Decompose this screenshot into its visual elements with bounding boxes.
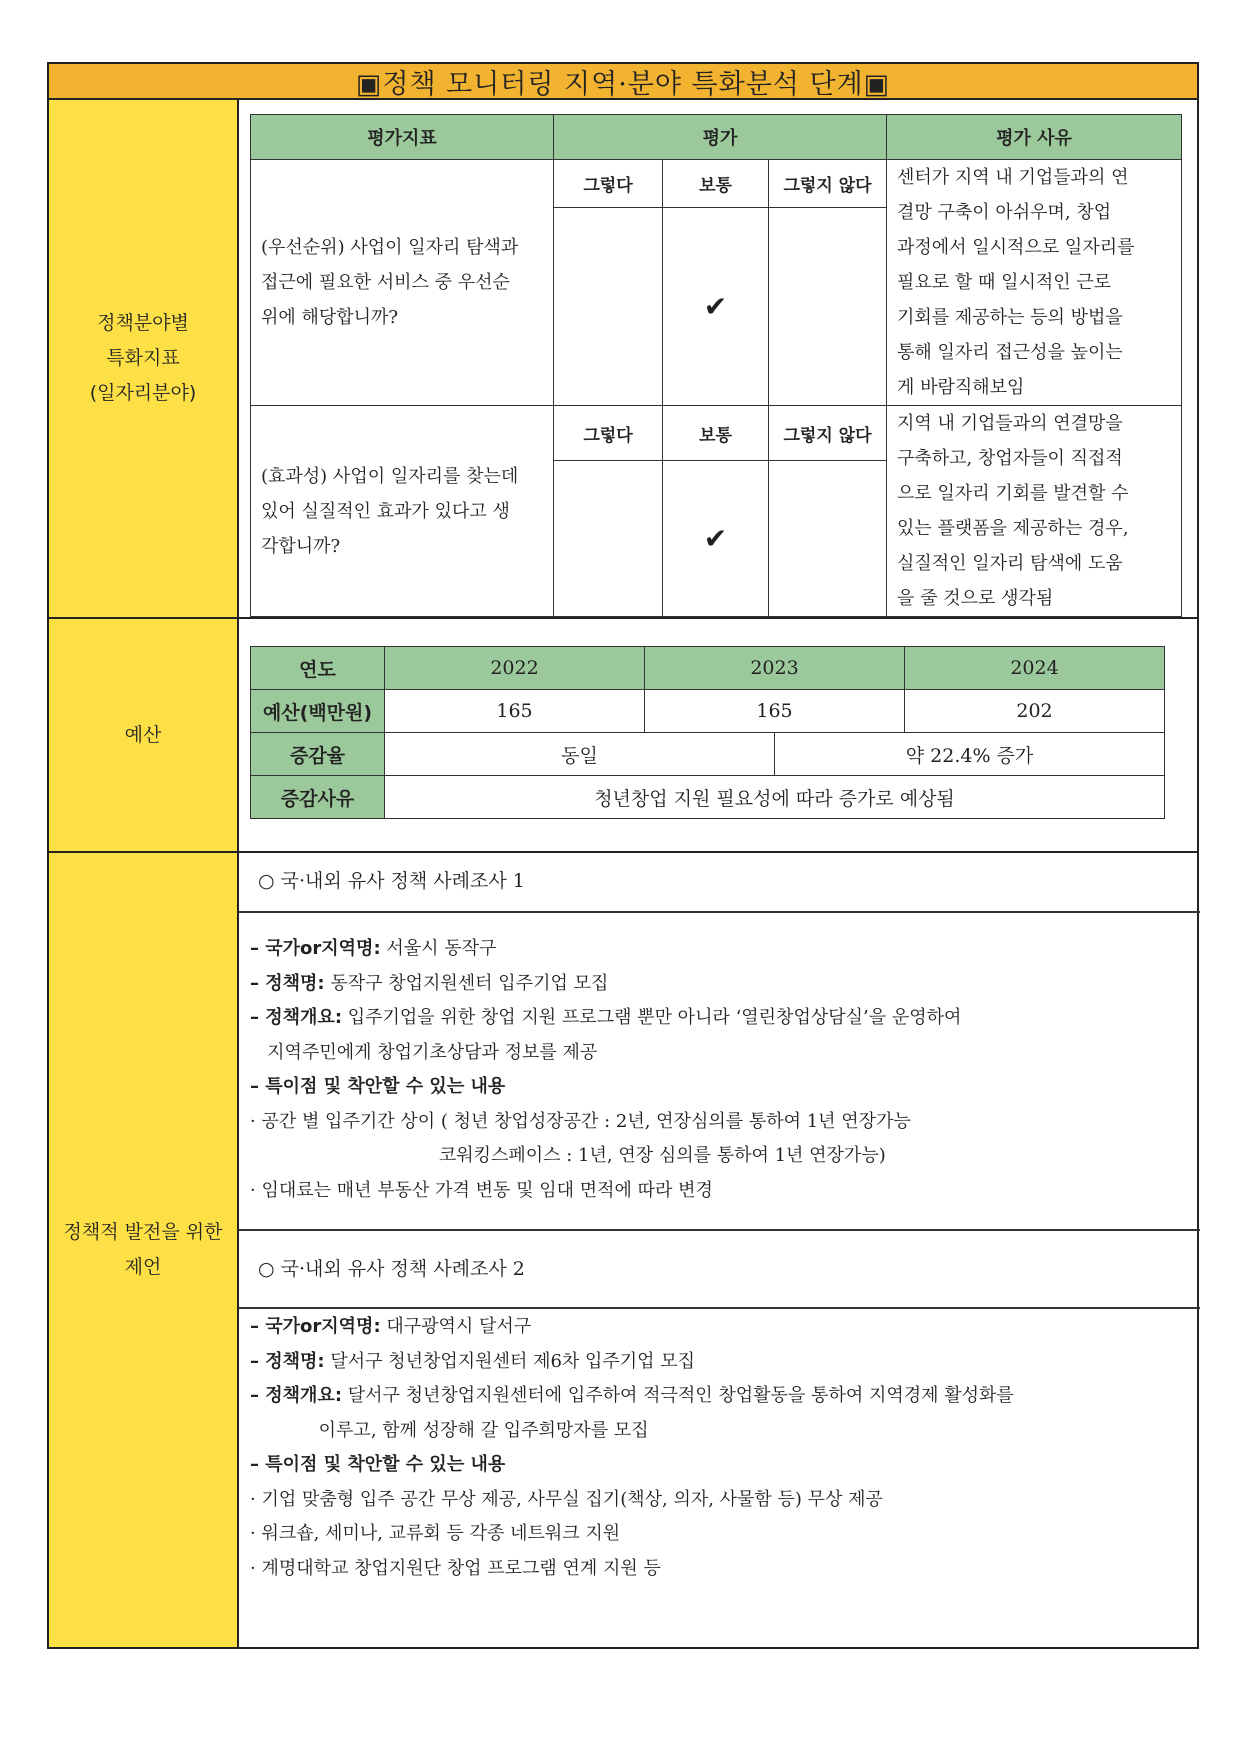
reason-cell: 지역 내 기업들과의 연결망을 구축하고, 창업자들이 직접적 으로 일자리 기회를 발견할 수 있는 플랫폼을 제공하는 경우, 실질적인 일자리 탐색에 도움 을 줄 것으로 생각됨 [887,406,1182,617]
check-mark-icon[interactable]: ✔ [663,207,769,406]
header-indicator: 평가지표 [251,115,554,160]
case-summary: – 정책개요: 입주기업을 위한 창업 지원 프로그램 뿐만 아니라 ‘열린창업상담실’을 운영하여 [250,1007,962,1028]
option-yes: 그렇다 [554,160,663,208]
case-note: · 임대료는 매년 부동산 가격 변동 및 임대 면적에 따라 변경 [250,1180,713,1201]
case-heading-2: ○ 국·내외 유사 정책 사례조사 2 [258,1258,525,1280]
check-cell-no[interactable] [769,461,887,617]
option-no: 그렇지 않다 [769,160,887,208]
evaluation-table [250,114,1182,617]
case-summary-cont: 이루고, 함께 성장해 갈 입주희망자를 모집 [250,1420,649,1441]
reason-cell: 센터가 지역 내 기업들과의 연 결망 구축이 아쉬우며, 창업 과정에서 일시적으로 일자리를 필요로 할 때 일시적인 근로 기회를 제공하는 등의 방법을 통해 일자리 접근성을 높이는 게 바람직해보임 [887,160,1182,406]
case-policy: – 정책명: 달서구 청년창업지원센터 제6차 입주기업 모집 [250,1351,696,1372]
question-cell: (효과성) 사업이 일자리를 찾는데 있어 실질적인 효과가 있다고 생 각합니까? [251,406,554,617]
change-2024: 약 22.4% 증가 [775,733,1165,776]
change-label: 증감율 [251,733,385,776]
page-title: ▣정책 모니터링 지역·분야 특화분석 단계▣ [49,64,1197,100]
option-yes: 그렇다 [554,406,663,461]
case-heading-1: ○ 국·내외 유사 정책 사례조사 1 [258,870,525,892]
section-label-budget [49,619,239,851]
divider [238,1307,1200,1309]
year-2023: 2023 [645,647,905,690]
case-notes-label: – 특이점 및 착안할 수 있는 내용 [250,1076,506,1097]
check-cell-yes[interactable] [554,461,663,617]
year-2022: 2022 [385,647,645,690]
divider [238,911,1200,913]
year-label: 연도 [251,647,385,690]
label-line: (일자리분야) [89,382,197,404]
section-label-proposal [49,853,239,1647]
case-note: 코워킹스페이스 : 1년, 연장 심의를 통하여 1년 연장가능) [250,1145,886,1166]
label-line: 정책분야별 [97,312,189,334]
budget-label: 예산(백만원) [251,690,385,733]
divider [238,1229,1200,1231]
case-note: · 기업 맞춤형 입주 공간 무상 제공, 사무실 집기(책상, 의자, 사물함 등) 무상 제공 [250,1489,883,1510]
case-summary: – 정책개요: 달서구 청년창업지원센터에 입주하여 적극적인 창업활동을 통하여 지역경제 활성화를 [250,1385,1014,1406]
option-no: 그렇지 않다 [769,406,887,461]
case-note: · 워크숍, 세미나, 교류회 등 각종 네트워크 지원 [250,1523,621,1544]
budget-table [250,646,1165,819]
reason-label: 증감사유 [251,776,385,819]
header-reason: 평가 사유 [887,115,1182,160]
change-reason: 청년창업 지원 필요성에 따라 증가로 예상됨 [385,776,1165,819]
budget-2024: 202 [905,690,1165,733]
case-region: – 국가or지역명: 서울시 동작구 [250,938,497,959]
header-rating: 평가 [554,115,887,160]
label-line: 제언 [124,1256,162,1278]
case-note: · 계명대학교 창업지원단 창업 프로그램 연계 지원 등 [250,1558,661,1579]
check-mark-icon[interactable]: ✔ [663,461,769,617]
case-note: · 공간 별 입주기간 상이 ( 청년 창업성장공간 : 2년, 연장심의를 통하여 1년 연장가능 [250,1111,911,1132]
change-2023: 동일 [385,733,775,776]
question-cell: (우선순위) 사업이 일자리 탐색과 접근에 필요한 서비스 중 우선순 위에 해당합니까? [251,160,554,406]
check-cell-no[interactable] [769,207,887,406]
label-line: 정책적 발전을 위한 [63,1221,223,1243]
case-summary-cont: 지역주민에게 창업기초상담과 정보를 제공 [250,1042,598,1063]
label-line: 특화지표 [106,347,180,369]
case-policy: – 정책명: 동작구 창업지원센터 입주기업 모집 [250,973,609,994]
case-region: – 국가or지역명: 대구광역시 달서구 [250,1316,532,1337]
option-neutral: 보통 [663,160,769,208]
option-neutral: 보통 [663,406,769,461]
budget-2023: 165 [645,690,905,733]
budget-2022: 165 [385,690,645,733]
label-line: 예산 [124,723,162,746]
year-2024: 2024 [905,647,1165,690]
case-notes-label: – 특이점 및 착안할 수 있는 내용 [250,1454,506,1475]
section-label-indicator [49,100,239,617]
check-cell-yes[interactable] [554,207,663,406]
